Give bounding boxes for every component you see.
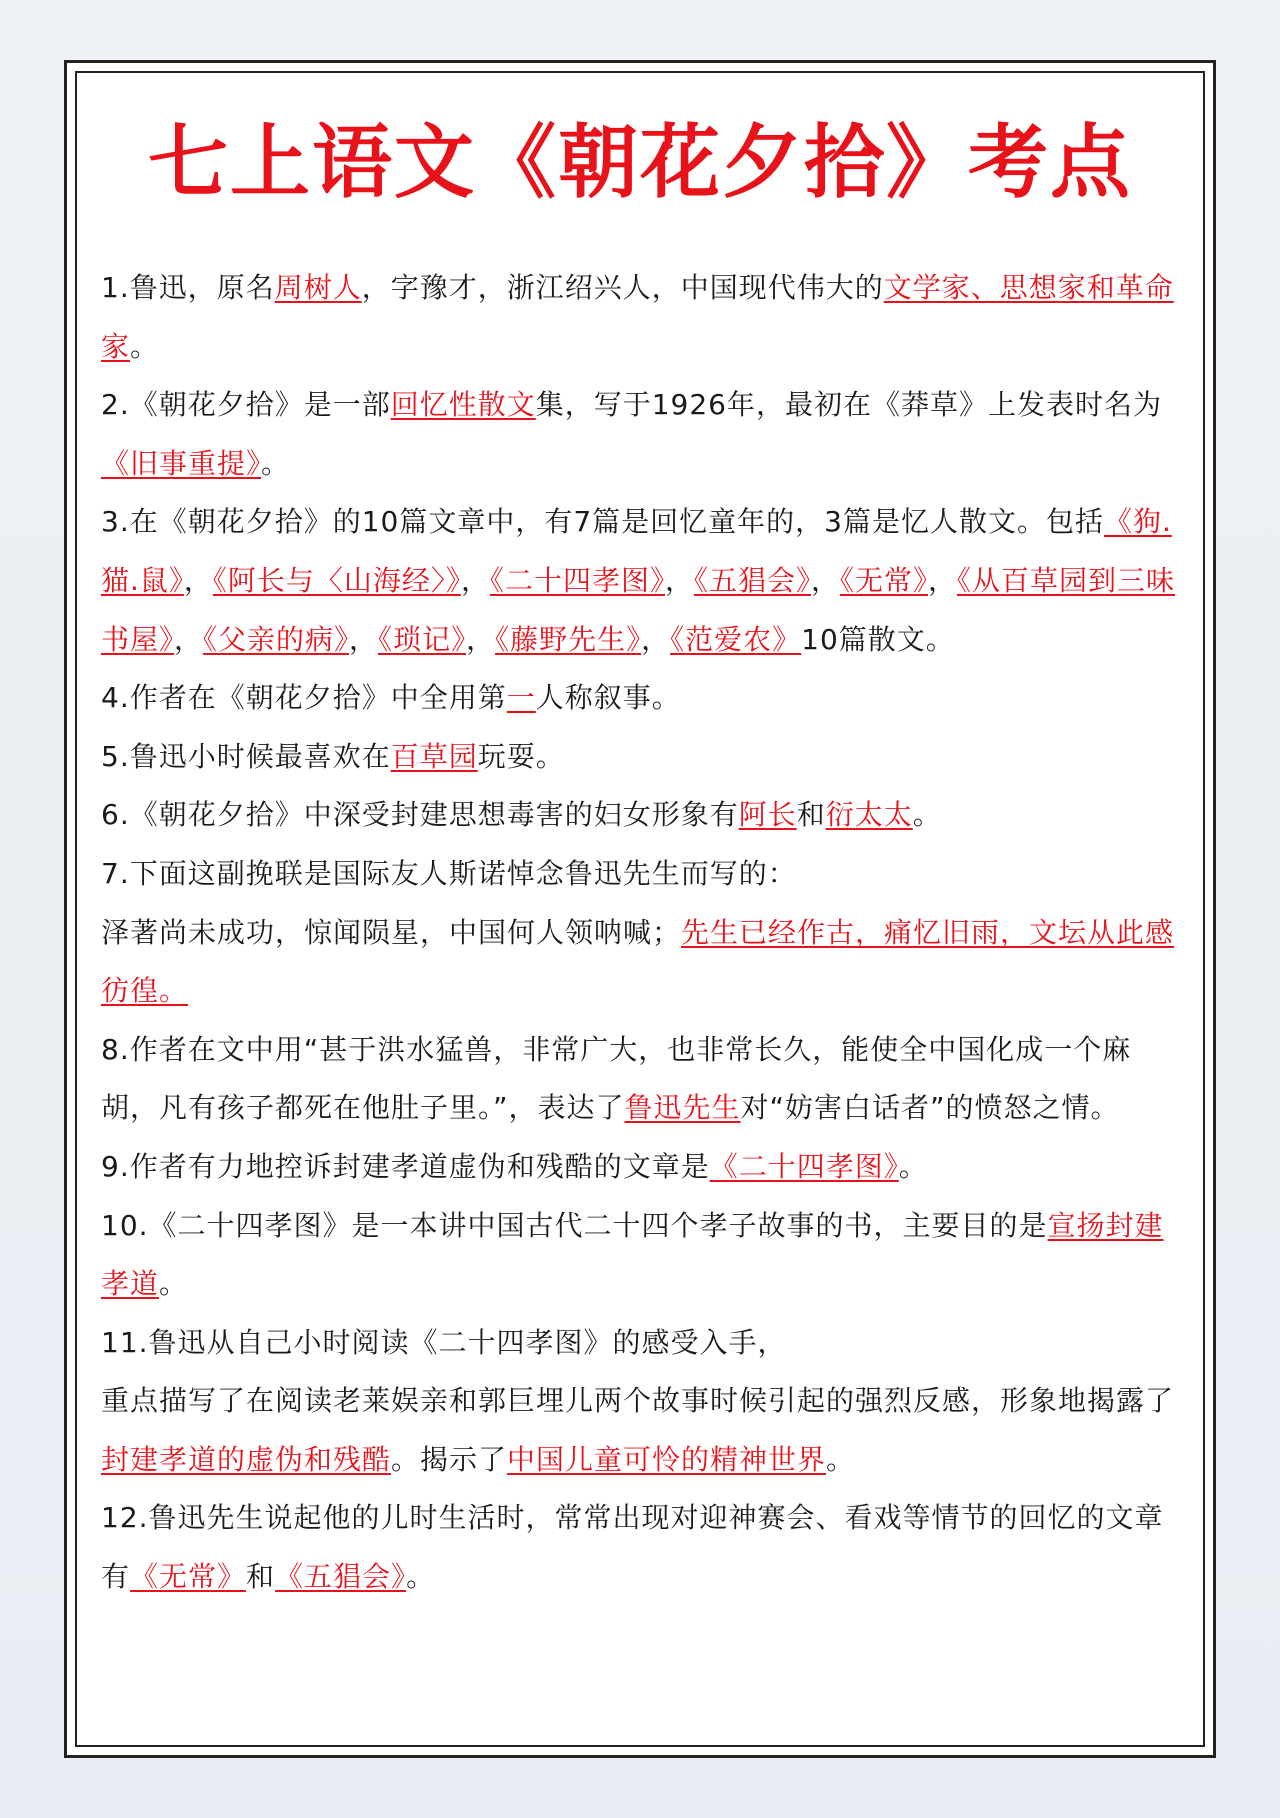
list-item-12: 12.鲁迅先生说起他的儿时生活时，常常出现对迎神赛会、看戏等情节的回忆的文章有《无常》和《五猖会》。	[101, 1501, 1164, 1594]
answer-8: 鲁迅先生	[624, 1091, 741, 1125]
answer-9: 《二十四孝图》	[709, 1149, 899, 1183]
page-title: 七上语文《朝花夕拾》考点	[148, 116, 1132, 209]
list-item-9: 9.作者有力地控诉封建孝道虚伪和残酷的文章是《二十四孝图》。	[101, 1149, 928, 1183]
answer-7: 先生已经作古，痛忆旧雨，文坛从此感彷徨。	[101, 915, 1175, 1008]
answer-12a: 《无常》	[130, 1560, 247, 1594]
answer-3-title: 《藤野先生》	[495, 622, 642, 656]
list-item-11: 11.鲁迅从自己小时阅读《二十四孝图》的感受入手， 重点描写了在阅读老莱娱亲和郭巨埋儿两个故事时候引起的强烈反感，形象地揭露了封建孝道的虚伪和残酷。揭示了中国儿童可怜的精神世界。	[101, 1325, 1175, 1476]
answer-3-title: 《阿长与〈山海经〉》	[212, 563, 461, 597]
answer-2a: 回忆性散文	[390, 388, 536, 422]
answer-5: 百草园	[390, 739, 478, 773]
answer-3-title: 《琐记》	[378, 622, 467, 656]
answer-3-title: 《无常》	[840, 563, 929, 597]
list-item-5: 5.鲁迅小时候最喜欢在百草园玩耍。	[101, 739, 565, 773]
answer-1a: 周树人	[274, 271, 362, 304]
answer-4: 一	[506, 681, 536, 715]
list-item-4: 4.作者在《朝花夕拾》中全用第一人称叙事。	[101, 681, 681, 715]
list-item-6: 6.《朝花夕拾》中深受封建思想毒害的妇女形象有阿长和衍太太。	[101, 798, 942, 832]
answer-11b: 中国儿童可怜的精神世界	[507, 1442, 827, 1476]
list-item-8: 8.作者在文中用“甚于洪水猛兽，非常广大，也非常长久，能使全中国化成一个麻胡，凡有孩子都死在他肚子里。”，表达了鲁迅先生对“妨害白话者”的愤怒之情。	[101, 1032, 1132, 1125]
content-list	[101, 259, 1181, 1607]
list-item-2: 2.《朝花夕拾》是一部回忆性散文集，写于1926年，最初在《莽草》上发表时名为《旧事重提》。	[101, 388, 1162, 480]
answer-3-title: 《范爱农》	[670, 622, 802, 656]
list-item-3: 3.在《朝花夕拾》的10篇文章中，有7篇是回忆童年的，3篇是忆人散文。包括《狗.猫.鼠》，《阿长与〈山海经〉》，《二十四孝图》，《五猖会》，《无常》，《从百草园到三味书屋》，《父亲的病》，《琐记》，《藤野先生》，《范爱农》10篇散文。	[101, 505, 1176, 656]
list-item-7: 7.下面这副挽联是国际友人斯诺悼念鲁迅先生而写的： 泽著尚未成功，惊闻陨星，中国何人领呐喊；先生已经作古，痛忆旧雨，文坛从此感彷徨。	[101, 856, 1175, 1008]
answer-3-title: 《从百草园到三味书屋》	[101, 563, 1176, 656]
answer-1b: 文学家、思想家和革命家	[101, 271, 1174, 363]
answer-6b: 衍太太	[825, 798, 913, 832]
answer-3-title: 《二十四孝图》	[489, 563, 665, 597]
answer-12b: 《五猖会》	[275, 1560, 407, 1594]
answer-3-title: 《狗.猫.鼠》	[101, 505, 1172, 597]
answer-3-title: 《五猖会》	[693, 563, 811, 597]
answer-10: 宣扬封建孝道	[101, 1208, 1164, 1301]
list-item-1: 1.鲁迅，原名周树人，字豫才，浙江绍兴人，中国现代伟大的文学家、思想家和革命家。	[101, 271, 1174, 363]
answer-2b: 《旧事重提》	[101, 446, 262, 480]
answer-3-title: 《父亲的病》	[203, 622, 350, 656]
answer-11a: 封建孝道的虚伪和残酷	[101, 1442, 392, 1476]
document-inner-border	[75, 71, 1205, 1747]
answer-6a: 阿长	[738, 798, 797, 832]
list-item-10: 10.《二十四孝图》是一本讲中国古代二十四个孝子故事的书，主要目的是宣扬封建孝道。	[101, 1208, 1164, 1301]
document-frame	[64, 60, 1216, 1758]
